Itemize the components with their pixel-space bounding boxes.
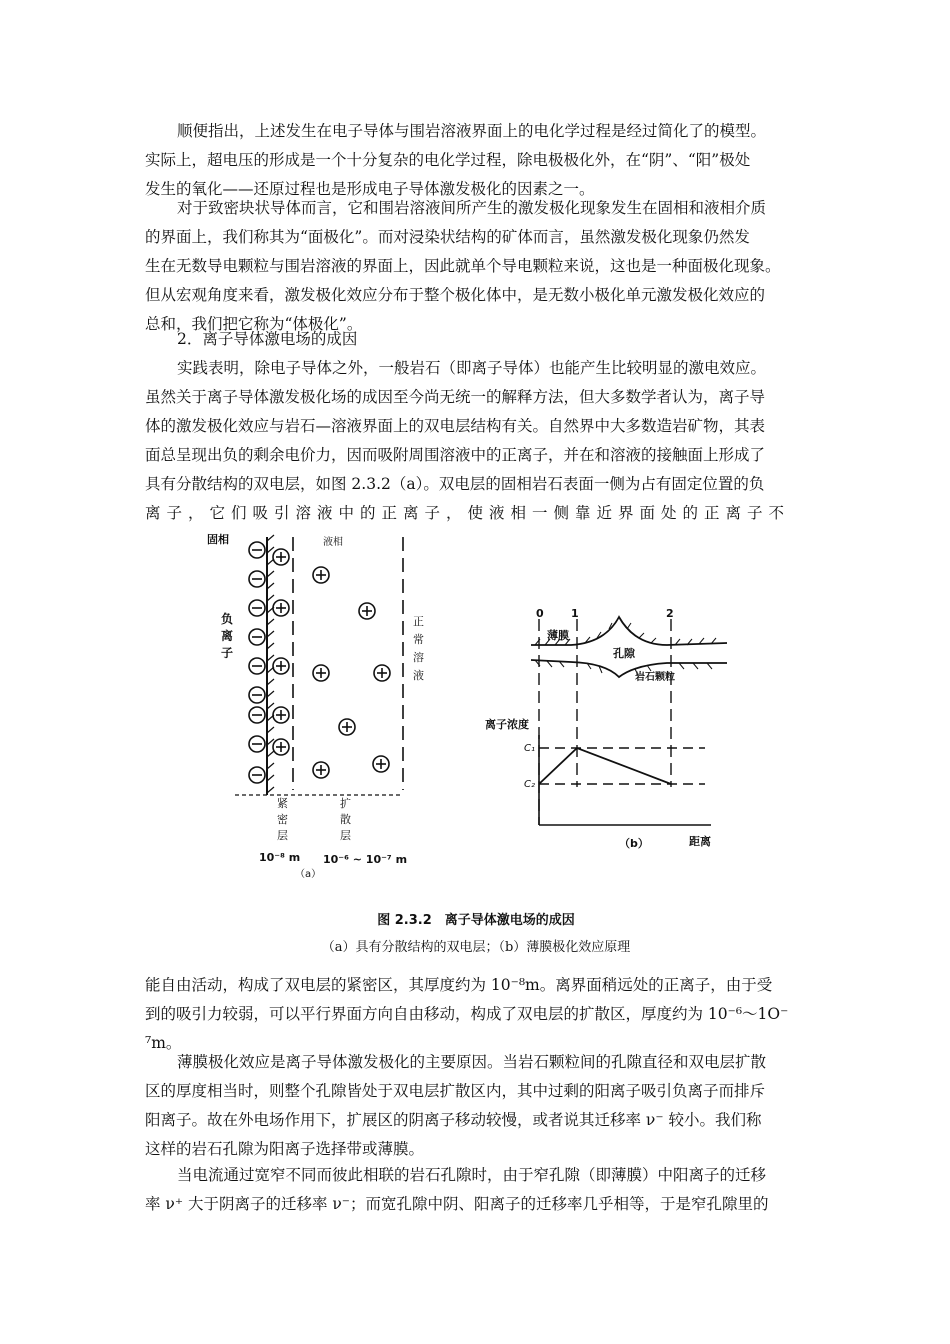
text-line: 生在无数导电颗粒与围岩溶液的界面上，因此就单个导电颗粒来说，这也是一种面极化现象。 — [145, 257, 781, 275]
heading-text: 2．离子导体激电场的成因 — [177, 330, 358, 348]
positive-ion-icon — [273, 739, 289, 755]
panel-a-label: （a） — [295, 869, 322, 880]
negative-ion-icon — [249, 571, 265, 587]
diffuse-layer-label-1: 扩 — [340, 797, 351, 810]
figure-caption-subtitle: （a）具有分散结构的双电层；（b）薄膜极化效应原理 — [321, 940, 631, 955]
positive-ion-icon — [374, 665, 390, 681]
concentration-curve — [539, 748, 671, 784]
negative-ion-icon — [249, 600, 265, 616]
paragraph-1 — [145, 117, 807, 204]
text-line: ⁷m。 — [145, 1034, 182, 1052]
text-line: 的界面上，我们称其为“面极化”。而对浸染状结构的矿体而言，虽然激发极化现象仍然发 — [145, 228, 750, 246]
positive-ion-icon — [273, 707, 289, 723]
negative-ion-label-3: 子 — [221, 646, 234, 660]
paragraph-3 — [145, 354, 807, 528]
paragraph-5 — [145, 1048, 807, 1164]
diffuse-layer-label-3: 层 — [340, 829, 351, 842]
paragraph-4 — [145, 971, 807, 1058]
text-line: 实际上，超电压的形成是一个十分复杂的电化学过程，除电极极化外，在“阴”、“阳”极处 — [145, 151, 751, 169]
negative-ion-icon — [249, 736, 265, 752]
diffuse-layer-label-2: 散 — [340, 813, 351, 826]
positive-ion-icon — [373, 756, 389, 772]
figure-2-3-2 — [195, 525, 735, 885]
text-line: 区的厚度相当时，则整个孔隙皆处于双电层扩散区内，其中过剩的阳离子吸引负离子而排斥 — [145, 1082, 766, 1100]
negative-ion-icon — [249, 707, 265, 723]
text-line: 到的吸引力较弱，可以平行界面方向自由移动，构成了双电层的扩散区，厚度约为 10⁻⁶～1O⁻ — [145, 1005, 789, 1023]
negative-ion-icon — [249, 687, 265, 703]
text-line: 虽然关于离子导体激发极化场的成因至今尚无统一的解释方法，但大多数学者认为，离子导 — [145, 388, 766, 406]
positive-ions-compact — [273, 549, 289, 755]
c1-label: C₁ — [524, 743, 535, 754]
text-line: 离子，它们吸引溶液中的正离子，使液相一侧靠近界面处的正离子不 — [145, 504, 791, 522]
c2-label: C₂ — [524, 779, 535, 790]
membrane-label: 薄膜 — [547, 629, 569, 642]
positive-ion-icon — [359, 603, 375, 619]
text-line: 阳离子。故在外电场作用下，扩展区的阴离子移动较慢，或者说其迁移率 ν⁻ 较小。我们称 — [145, 1111, 762, 1129]
compact-layer-label-3: 层 — [277, 829, 288, 842]
figure-a — [207, 532, 424, 880]
text-line: 对于致密块状导体而言，它和围岩溶液间所产生的激发极化现象发生在固相和液相介质 — [177, 199, 767, 217]
text-line: 率 ν⁺ 大于阴离子的迁移率 ν⁻；而宽孔隙中阴、阳离子的迁移率几乎相等，于是窄孔隙里的 — [145, 1195, 769, 1213]
tick-1-label: 1 — [571, 607, 579, 620]
text-line: 薄膜极化效应是离子导体激发极化的主要原因。当岩石颗粒间的孔隙直径和双电层扩散 — [177, 1053, 767, 1071]
negative-ion-icon — [249, 658, 265, 674]
normal-solution-label-3: 溶 — [413, 651, 424, 664]
normal-solution-label-2: 常 — [413, 633, 424, 646]
text-line: 发生的氧化——还原过程也是形成电子导体激发极化的因素之一。 — [145, 180, 595, 198]
normal-solution-label-4: 液 — [413, 669, 424, 682]
solid-phase-label: 固相 — [207, 533, 229, 546]
positive-ions-diffuse — [313, 567, 390, 778]
positive-ion-icon — [273, 549, 289, 565]
tick-2-label: 2 — [666, 607, 674, 620]
liquid-phase-label: 液相 — [323, 537, 343, 548]
negative-ion-label-1: 负 — [221, 612, 234, 626]
tick-0-label: 0 — [536, 607, 544, 620]
text-line: 具有分散结构的双电层，如图 2.3.2（a）。双电层的固相岩石表面一侧为占有固定位置的负 — [145, 475, 765, 493]
text-line: 实践表明，除电子导体之外，一般岩石（即离子导体）也能产生比较明显的激电效应。 — [177, 359, 767, 377]
negative-ion-icon — [249, 629, 265, 645]
text-line: 体的激发极化效应与岩石—溶液界面上的双电层结构有关。自然界中大多数造岩矿物，其表 — [145, 417, 766, 435]
x-axis-label: 距离 — [689, 835, 711, 848]
paragraph-6 — [145, 1161, 807, 1219]
negative-ion-label-2: 离 — [221, 629, 234, 643]
negative-ions — [249, 542, 265, 783]
section-heading — [145, 325, 807, 354]
positive-ion-icon — [339, 719, 355, 735]
positive-ion-icon — [313, 567, 329, 583]
paragraph-2 — [145, 194, 807, 339]
figure-b — [485, 607, 727, 850]
panel-b-label: （b） — [619, 837, 649, 850]
text-line: 但从宏观角度来看，激发极化效应分布于整个极化体中，是无数小极化单元激发极化效应的 — [145, 286, 766, 304]
normal-solution-label-1: 正 — [413, 615, 424, 628]
text-line: 能自由活动，构成了双电层的紧密区，其厚度约为 10⁻⁸m。离界面稍远处的正离子，由于受 — [145, 976, 773, 994]
negative-ion-icon — [249, 767, 265, 783]
positive-ion-icon — [313, 762, 329, 778]
pore-label: 孔隙 — [613, 647, 635, 660]
text-line: 这样的岩石孔隙为阳离子选择带或薄膜。 — [145, 1140, 425, 1158]
diffuse-thickness-label: 10⁻⁶ ~ 10⁻⁷ m — [323, 853, 408, 866]
compact-thickness-label: 10⁻⁸ m — [259, 851, 301, 864]
text-line: 顺便指出，上述发生在电子导体与围岩溶液界面上的电化学过程是经过简化了的模型。 — [177, 122, 767, 140]
positive-ion-icon — [273, 658, 289, 674]
positive-ion-icon — [313, 665, 329, 681]
text-line: 面总呈现出负的剩余电价力，因而吸附周围溶液中的正离子，并在和溶液的接触面上形成了 — [145, 446, 766, 464]
positive-ion-icon — [273, 600, 289, 616]
negative-ion-icon — [249, 542, 265, 558]
compact-layer-label-2: 密 — [277, 813, 288, 826]
figure-caption-title: 图 2.3.2 离子导体激电场的成因 — [377, 913, 575, 928]
compact-layer-label-1: 紧 — [277, 797, 288, 810]
grain-label: 岩石颗粒 — [635, 672, 675, 683]
text-line: 当电流通过宽窄不同而彼此相联的岩石孔隙时，由于窄孔隙（即薄膜）中阳离子的迁移 — [177, 1166, 767, 1184]
y-axis-label: 离子浓度 — [485, 718, 529, 731]
text-line: 总和，我们把它称为“体极化”。 — [145, 315, 363, 333]
